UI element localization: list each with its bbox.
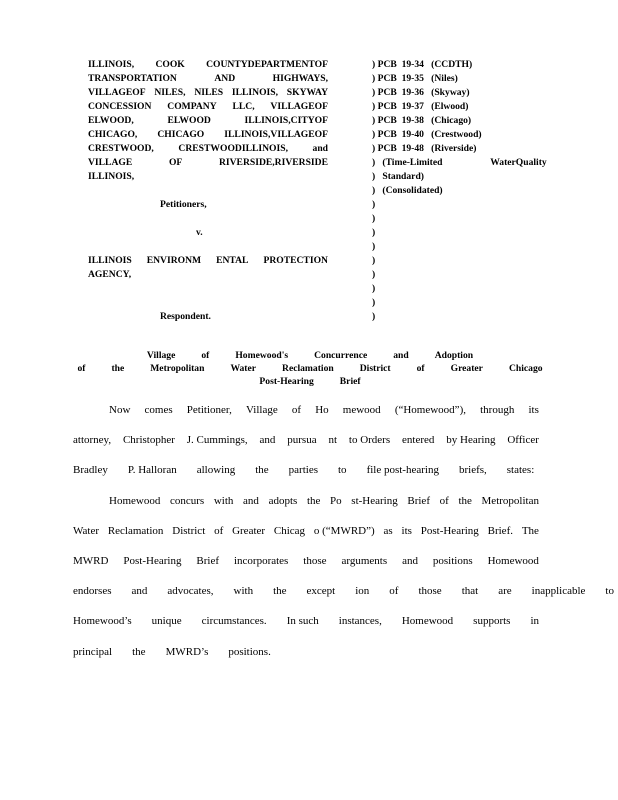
caption-parties	[88, 58, 328, 324]
caption-word: AND	[214, 73, 236, 84]
title-word: the	[111, 363, 125, 374]
caption-word: ILLINOIS,	[88, 171, 135, 182]
body-word: District	[172, 524, 206, 537]
title-word: Homewood's	[235, 350, 289, 361]
caption-word: VILLAGEOF	[270, 101, 328, 112]
caption-word: Respondent.	[160, 311, 211, 322]
case-number-line: )	[372, 269, 376, 280]
caption-word: CONCESSION	[88, 101, 152, 112]
title-word: Metropolitan	[150, 363, 205, 374]
body-word: its	[528, 404, 539, 416]
title-word: Greater	[450, 363, 483, 374]
caption-line	[88, 86, 328, 100]
body-word: with	[213, 494, 234, 507]
body-line	[73, 404, 539, 434]
caption-line	[88, 184, 328, 198]
body-word: In such	[286, 615, 319, 628]
caption-word: NILES	[194, 87, 224, 98]
caption-word: ILLINOIS	[88, 255, 132, 266]
body-word: states:	[506, 464, 535, 477]
caption-line	[88, 254, 328, 268]
caption-word: ELWOOD	[167, 115, 211, 126]
body-word: to Orders	[348, 434, 391, 447]
body-word: comes	[144, 404, 173, 416]
body-word: concurs	[169, 494, 205, 507]
body-word: MWRD’s	[165, 645, 209, 658]
body-word: the	[458, 494, 472, 507]
body-word: parties	[288, 464, 318, 477]
case-number-line: ) PCB 19-40 (Crestwood)	[372, 129, 482, 140]
case-number-line: )	[372, 311, 376, 322]
body-word: The	[521, 524, 539, 537]
body-word: Post-Hearing	[420, 524, 479, 537]
caption-word: CRESTWOODILLINOIS,	[178, 143, 288, 154]
title-word: of	[201, 350, 210, 361]
case-number-line: ) PCB 19-37 (Elwood)	[372, 101, 469, 112]
body-word: Water	[73, 524, 99, 537]
body-word: briefs,	[458, 464, 487, 477]
caption-line	[88, 198, 328, 212]
caption-word: RIVERSIDE,RIVERSIDE	[218, 157, 328, 168]
case-number-line: ) (Time-Limited WaterQuality	[372, 157, 547, 168]
body-word: inapplicable	[531, 585, 586, 598]
caption-line	[88, 310, 328, 324]
body-word: pursua	[287, 434, 317, 447]
body-word: by Hearing	[446, 434, 496, 447]
body-word: Brief	[407, 494, 430, 507]
body-word: that	[461, 585, 479, 598]
body-line	[73, 615, 539, 645]
body-word: of	[439, 494, 449, 507]
caption-word: AGENCY,	[88, 269, 132, 280]
body-word: the	[132, 645, 146, 658]
caption-word: TRANSPORTATION	[88, 73, 177, 84]
body-word: arguments	[341, 554, 388, 567]
body-word: positions.	[228, 645, 271, 658]
caption-word: CHICAGO	[157, 129, 205, 140]
body-word: unique	[151, 615, 182, 628]
body-word: except	[306, 585, 336, 598]
body-word: in	[530, 615, 540, 628]
caption-word: COMPANY	[167, 101, 217, 112]
caption-word: CHICAGO,	[88, 129, 138, 140]
case-number-line: )	[372, 227, 376, 238]
case-number-line: )	[372, 283, 376, 294]
body-word: Village	[246, 404, 278, 416]
body-line	[73, 585, 614, 615]
caption-word: CRESTWOOD,	[88, 143, 154, 154]
body-word: o (“MWRD”)	[313, 524, 375, 537]
case-number-line: ) PCB 19-35 (Niles)	[372, 73, 458, 84]
title-word: Village	[146, 350, 176, 361]
case-number-line: )	[372, 213, 376, 224]
body-word: Po	[330, 494, 342, 507]
body-word: the	[273, 585, 287, 598]
case-number-line: ) PCB 19-36 (Skyway)	[372, 87, 470, 98]
body-word: and	[131, 585, 148, 598]
caption-word: ILLINOIS,	[231, 87, 278, 98]
body-word: supports	[473, 615, 511, 628]
caption-word: ILLINOIS,VILLAGEOF	[224, 129, 328, 140]
caption-word: ILLINOIS,	[88, 59, 135, 70]
body-word: Homewood	[487, 554, 539, 567]
caption-line	[88, 282, 328, 296]
body-word: incorporates	[233, 554, 289, 567]
body-line	[73, 555, 539, 585]
body-line	[73, 495, 539, 525]
body-word: circumstances.	[201, 615, 267, 628]
body-word: Greater	[232, 524, 266, 537]
body-word: of	[214, 524, 224, 537]
body-word: instances,	[338, 615, 382, 628]
body-word: those	[303, 554, 327, 567]
body-word: the	[255, 464, 269, 477]
caption-word: OF	[168, 157, 183, 168]
document-body	[73, 404, 614, 676]
caption-word: NILES,	[154, 87, 186, 98]
body-word: principal	[73, 645, 113, 658]
case-number-line: )	[372, 297, 376, 308]
caption-line	[88, 114, 328, 128]
case-number-line: ) Standard)	[372, 171, 424, 182]
case-number-line: )	[372, 199, 376, 210]
body-word: st-Hearing	[351, 494, 398, 507]
body-word: as	[383, 524, 393, 537]
body-word: Ho	[315, 404, 329, 416]
body-word: and	[259, 434, 276, 447]
body-word: Brief.	[487, 524, 513, 537]
title-word: Chicago	[508, 363, 543, 374]
caption-line	[88, 72, 328, 86]
body-word: file post-hearing	[366, 464, 439, 477]
body-word: Post-Hearing	[123, 554, 182, 567]
body-word: Brief	[196, 554, 220, 567]
body-word: Homewood	[401, 615, 454, 628]
body-word: Homewood	[109, 494, 161, 507]
caption-word: COOK	[155, 59, 185, 70]
body-word: those	[418, 585, 442, 598]
caption-word: VILLAGEOF	[88, 87, 146, 98]
body-word: P. Halloran	[127, 464, 177, 477]
caption-word: Petitioners,	[160, 199, 207, 210]
caption-word: v.	[196, 227, 203, 238]
body-word: Bradley	[73, 464, 108, 477]
body-word: Now	[109, 404, 131, 416]
case-number-line: ) PCB 19-38 (Chicago)	[372, 115, 472, 126]
body-word: endorses	[73, 585, 112, 598]
caption-case-numbers	[372, 58, 547, 324]
caption-word: ENVIRONM	[146, 255, 202, 266]
caption-word: VILLAGE	[88, 157, 133, 168]
body-word: J. Cummings,	[186, 434, 248, 447]
title-word: Concurrence	[314, 350, 368, 361]
caption-line	[88, 240, 328, 254]
body-word: and	[243, 494, 259, 507]
body-word: of	[291, 404, 302, 416]
caption-line	[88, 268, 328, 282]
caption-word: PROTECTION	[263, 255, 328, 266]
body-word: are	[498, 585, 512, 598]
caption-line	[88, 156, 328, 170]
body-word: and	[402, 554, 418, 567]
body-word: with	[233, 585, 254, 598]
body-word: Petitioner,	[186, 404, 232, 416]
title-word: Adoption	[434, 350, 474, 361]
caption-line	[88, 170, 328, 184]
body-word: advocates,	[167, 585, 214, 598]
body-word: allowing	[196, 464, 236, 477]
case-number-line: )	[372, 241, 376, 252]
case-number-line: ) PCB 19-34 (CCDTH)	[372, 59, 473, 70]
caption-word: HIGHWAYS,	[272, 73, 328, 84]
body-line	[73, 464, 539, 494]
body-line	[73, 646, 539, 676]
body-word: (“Homewood”),	[394, 404, 466, 416]
body-word: its	[401, 524, 412, 537]
body-word: adopts	[268, 494, 298, 507]
caption-line	[88, 100, 328, 114]
body-word: mewood	[342, 404, 381, 416]
body-word: ion	[355, 585, 370, 598]
body-word: MWRD	[73, 554, 109, 567]
caption-line	[88, 226, 328, 240]
caption-word: ILLINOIS,CITYOF	[244, 115, 328, 126]
document-title	[60, 349, 560, 388]
body-word: entered	[402, 434, 435, 447]
body-word: through	[480, 404, 515, 416]
body-word: Officer	[507, 434, 539, 447]
title-line	[60, 349, 560, 362]
title-line	[60, 362, 560, 375]
body-word: attorney,	[73, 434, 112, 447]
body-word: of	[389, 585, 399, 598]
title-word: Reclamation	[282, 363, 334, 374]
caption-line	[88, 128, 328, 142]
body-word: to	[605, 585, 614, 598]
body-word: nt	[328, 434, 338, 447]
caption-word: SKYWAY	[286, 87, 328, 98]
title-word: Brief	[339, 376, 361, 387]
caption-word: and	[312, 143, 328, 154]
body-word: positions	[432, 554, 473, 567]
body-word: the	[306, 494, 321, 507]
case-number-line: ) (Consolidated)	[372, 185, 443, 196]
body-word: Metropolitan	[481, 494, 539, 507]
caption-word: LLC,	[232, 101, 255, 112]
title-word: of	[416, 363, 425, 374]
body-word: Chicag	[273, 524, 306, 537]
title-word: Water	[230, 363, 257, 374]
caption-word: ELWOOD,	[88, 115, 134, 126]
caption-line	[88, 142, 328, 156]
caption-word: COUNTYDEPARTMENTOF	[206, 59, 328, 70]
case-number-line: ) PCB 19-48 (Riverside)	[372, 143, 477, 154]
title-word: and	[393, 350, 409, 361]
title-word: District	[359, 363, 391, 374]
case-number-line: )	[372, 255, 376, 266]
title-line	[60, 375, 560, 388]
body-word: Homewood’s	[73, 615, 132, 628]
title-word: of	[77, 363, 86, 374]
body-line	[73, 525, 539, 555]
caption-line	[88, 296, 328, 310]
body-line	[73, 434, 539, 464]
body-word: to	[338, 464, 347, 477]
title-word: Post-Hearing	[259, 376, 314, 387]
caption-line	[88, 58, 328, 72]
caption-line	[88, 212, 328, 226]
body-word: Christopher	[122, 434, 175, 447]
body-word: Reclamation	[107, 524, 164, 537]
caption-word: ENTAL	[216, 255, 249, 266]
